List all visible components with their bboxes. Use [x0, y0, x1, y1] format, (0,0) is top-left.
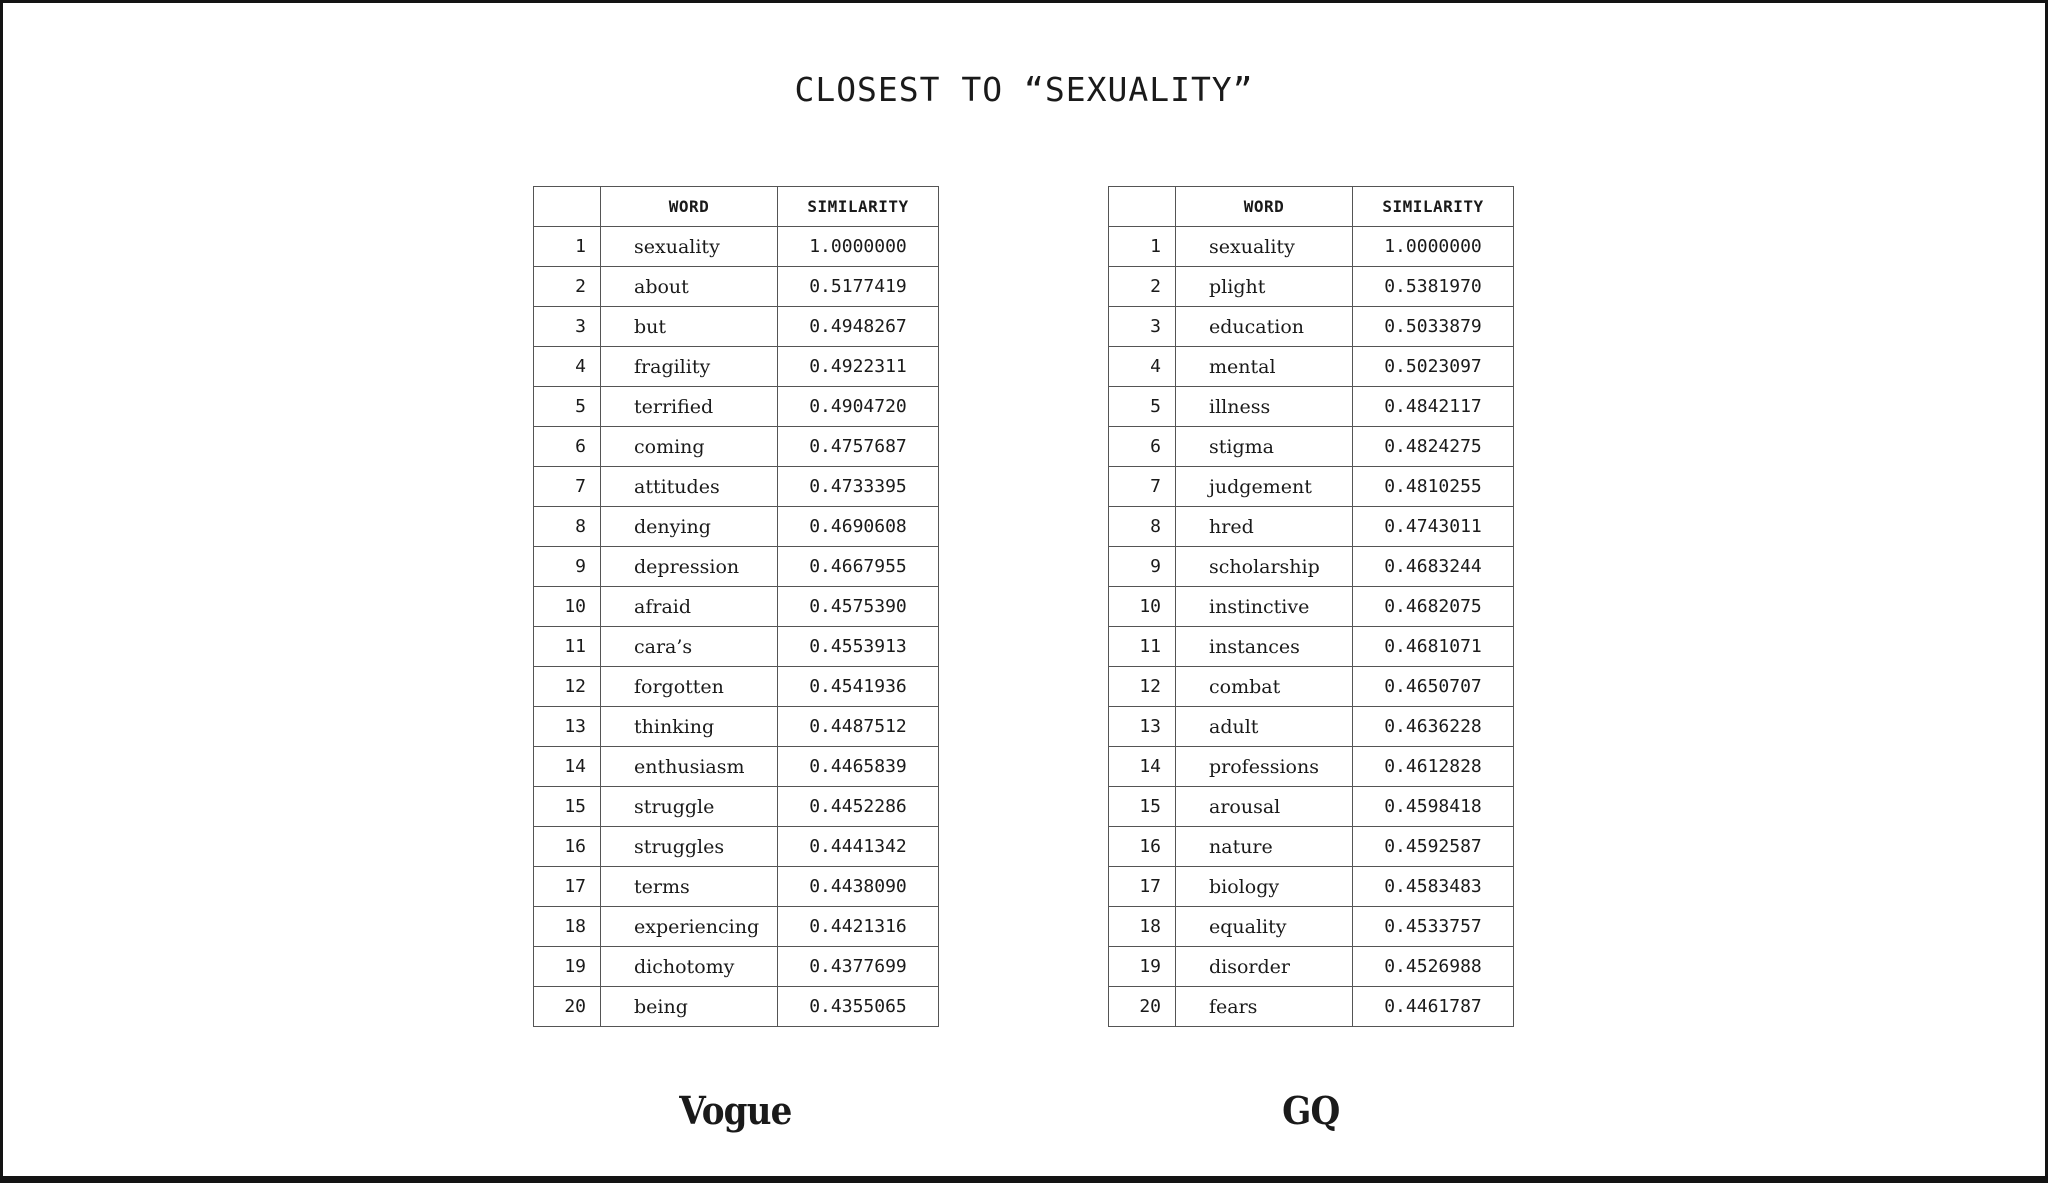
similarity-cell: 0.4575390 [778, 587, 939, 627]
word-cell: judgement [1176, 467, 1353, 507]
table-row [534, 307, 939, 347]
rank-cell: 9 [1109, 547, 1176, 587]
table-row [1109, 267, 1514, 307]
table-row [534, 507, 939, 547]
similarity-cell: 0.4922311 [778, 347, 939, 387]
table-row [534, 867, 939, 907]
rank-cell: 20 [1109, 987, 1176, 1027]
word-cell: arousal [1176, 787, 1353, 827]
rank-cell: 1 [1109, 227, 1176, 267]
vogue-source-label [533, 1088, 938, 1133]
word-cell: plight [1176, 267, 1353, 307]
table-row [534, 707, 939, 747]
rank-cell: 4 [534, 347, 601, 387]
similarity-cell: 0.4592587 [1353, 827, 1514, 867]
similarity-cell: 0.4598418 [1353, 787, 1514, 827]
word-cell: terrified [601, 387, 778, 427]
table-row [534, 387, 939, 427]
rank-cell: 19 [534, 947, 601, 987]
table-row [1109, 387, 1514, 427]
similarity-cell: 0.4810255 [1353, 467, 1514, 507]
rank-cell: 7 [534, 467, 601, 507]
similarity-cell: 0.4948267 [778, 307, 939, 347]
similarity-cell: 0.4682075 [1353, 587, 1514, 627]
similarity-cell: 0.4355065 [778, 987, 939, 1027]
word-cell: instances [1176, 627, 1353, 667]
word-cell: sexuality [1176, 227, 1353, 267]
table-row [534, 947, 939, 987]
table-row [1109, 587, 1514, 627]
word-cell: denying [601, 507, 778, 547]
rank-cell: 18 [534, 907, 601, 947]
rank-cell: 7 [1109, 467, 1176, 507]
word-cell: adult [1176, 707, 1353, 747]
table-row [1109, 627, 1514, 667]
rank-column-header [1109, 187, 1176, 227]
similarity-cell: 0.4681071 [1353, 627, 1514, 667]
table-row [534, 627, 939, 667]
similarity-cell: 0.4612828 [1353, 747, 1514, 787]
word-cell: struggle [601, 787, 778, 827]
rank-cell: 16 [534, 827, 601, 867]
word-cell: dichotomy [601, 947, 778, 987]
table-row [1109, 747, 1514, 787]
word-cell: mental [1176, 347, 1353, 387]
gq-source-label [1108, 1088, 1513, 1133]
rank-cell: 12 [1109, 667, 1176, 707]
similarity-cell: 0.4461787 [1353, 987, 1514, 1027]
word-cell: stigma [1176, 427, 1353, 467]
rank-cell: 11 [1109, 627, 1176, 667]
similarity-cell: 0.4683244 [1353, 547, 1514, 587]
word-cell: afraid [601, 587, 778, 627]
word-cell: scholarship [1176, 547, 1353, 587]
word-cell: coming [601, 427, 778, 467]
similarity-cell: 0.4757687 [778, 427, 939, 467]
table-row [1109, 667, 1514, 707]
table-header-row [534, 187, 939, 227]
similarity-cell: 0.4743011 [1353, 507, 1514, 547]
word-cell: equality [1176, 907, 1353, 947]
similarity-cell: 0.4583483 [1353, 867, 1514, 907]
rank-cell: 5 [1109, 387, 1176, 427]
table-row [534, 227, 939, 267]
similarity-cell: 0.4842117 [1353, 387, 1514, 427]
table-row [1109, 907, 1514, 947]
word-cell: illness [1176, 387, 1353, 427]
rank-cell: 3 [534, 307, 601, 347]
word-cell: forgotten [601, 667, 778, 707]
gq-source-label-text: GQ [1281, 1088, 1340, 1133]
rank-cell: 12 [534, 667, 601, 707]
similarity-cell: 0.4533757 [1353, 907, 1514, 947]
rank-cell: 6 [534, 427, 601, 467]
similarity-cell: 1.0000000 [778, 227, 939, 267]
similarity-cell: 0.4667955 [778, 547, 939, 587]
rank-cell: 19 [1109, 947, 1176, 987]
table-row [1109, 867, 1514, 907]
word-cell: biology [1176, 867, 1353, 907]
similarity-cell: 0.4441342 [778, 827, 939, 867]
rank-cell: 2 [1109, 267, 1176, 307]
similarity-cell: 0.4438090 [778, 867, 939, 907]
word-cell: fragility [601, 347, 778, 387]
similarity-cell: 0.4553913 [778, 627, 939, 667]
rank-cell: 10 [534, 587, 601, 627]
word-cell: but [601, 307, 778, 347]
rank-cell: 9 [534, 547, 601, 587]
gq-similarity-table [1108, 186, 1514, 1027]
table-row [534, 667, 939, 707]
similarity-cell: 0.5177419 [778, 267, 939, 307]
word-cell: hred [1176, 507, 1353, 547]
word-cell: professions [1176, 747, 1353, 787]
rank-cell: 8 [534, 507, 601, 547]
table-row [1109, 427, 1514, 467]
table-header-row [1109, 187, 1514, 227]
rank-cell: 3 [1109, 307, 1176, 347]
rank-cell: 20 [534, 987, 601, 1027]
rank-cell: 1 [534, 227, 601, 267]
similarity-cell: 0.4487512 [778, 707, 939, 747]
word-cell: enthusiasm [601, 747, 778, 787]
rank-cell: 5 [534, 387, 601, 427]
table-row [1109, 947, 1514, 987]
rank-cell: 15 [534, 787, 601, 827]
vogue-similarity-table [533, 186, 939, 1027]
table-row [1109, 307, 1514, 347]
table-row [534, 827, 939, 867]
similarity-cell: 0.4650707 [1353, 667, 1514, 707]
similarity-cell: 0.5381970 [1353, 267, 1514, 307]
word-cell: being [601, 987, 778, 1027]
table-row [1109, 507, 1514, 547]
similarity-cell: 0.4541936 [778, 667, 939, 707]
word-cell: thinking [601, 707, 778, 747]
rank-cell: 18 [1109, 907, 1176, 947]
rank-cell: 14 [534, 747, 601, 787]
word-cell: combat [1176, 667, 1353, 707]
rank-cell: 2 [534, 267, 601, 307]
word-cell: fears [1176, 987, 1353, 1027]
table-row [534, 907, 939, 947]
table-row [1109, 547, 1514, 587]
similarity-cell: 0.4733395 [778, 467, 939, 507]
rank-cell: 4 [1109, 347, 1176, 387]
similarity-cell: 0.4452286 [778, 787, 939, 827]
word-cell: experiencing [601, 907, 778, 947]
table-row [1109, 347, 1514, 387]
rank-cell: 17 [534, 867, 601, 907]
table-row [534, 467, 939, 507]
word-cell: instinctive [1176, 587, 1353, 627]
similarity-cell: 0.4421316 [778, 907, 939, 947]
table-row [1109, 467, 1514, 507]
table-row [534, 747, 939, 787]
similarity-cell: 1.0000000 [1353, 227, 1514, 267]
rank-cell: 10 [1109, 587, 1176, 627]
word-cell: cara’s [601, 627, 778, 667]
rank-cell: 8 [1109, 507, 1176, 547]
table-row [1109, 987, 1514, 1027]
table-row [534, 547, 939, 587]
word-cell: sexuality [601, 227, 778, 267]
word-cell: struggles [601, 827, 778, 867]
word-column-header: WORD [1176, 187, 1353, 227]
similarity-cell: 0.5033879 [1353, 307, 1514, 347]
similarity-column-header: SIMILARITY [778, 187, 939, 227]
table-row [534, 987, 939, 1027]
similarity-cell: 0.4377699 [778, 947, 939, 987]
rank-cell: 14 [1109, 747, 1176, 787]
word-cell: depression [601, 547, 778, 587]
similarity-cell: 0.4824275 [1353, 427, 1514, 467]
similarity-column-header: SIMILARITY [1353, 187, 1514, 227]
word-column-header: WORD [601, 187, 778, 227]
rank-column-header [534, 187, 601, 227]
rank-cell: 6 [1109, 427, 1176, 467]
similarity-cell: 0.4465839 [778, 747, 939, 787]
table-row [534, 587, 939, 627]
table-row [534, 787, 939, 827]
word-cell: terms [601, 867, 778, 907]
rank-cell: 15 [1109, 787, 1176, 827]
rank-cell: 16 [1109, 827, 1176, 867]
similarity-cell: 0.4904720 [778, 387, 939, 427]
word-cell: nature [1176, 827, 1353, 867]
table-row [1109, 707, 1514, 747]
table-row [1109, 787, 1514, 827]
word-cell: education [1176, 307, 1353, 347]
table-row [534, 427, 939, 467]
table-row [1109, 827, 1514, 867]
table-row [534, 267, 939, 307]
rank-cell: 13 [1109, 707, 1176, 747]
vogue-source-label-text: Vogue [679, 1088, 792, 1133]
similarity-cell: 0.4690608 [778, 507, 939, 547]
similarity-cell: 0.4636228 [1353, 707, 1514, 747]
word-cell: disorder [1176, 947, 1353, 987]
table-row [1109, 227, 1514, 267]
chart-title: CLOSEST TO “SEXUALITY” [794, 70, 1254, 109]
table-row [534, 347, 939, 387]
word-cell: about [601, 267, 778, 307]
similarity-cell: 0.4526988 [1353, 947, 1514, 987]
rank-cell: 17 [1109, 867, 1176, 907]
word-cell: attitudes [601, 467, 778, 507]
rank-cell: 13 [534, 707, 601, 747]
rank-cell: 11 [534, 627, 601, 667]
similarity-cell: 0.5023097 [1353, 347, 1514, 387]
